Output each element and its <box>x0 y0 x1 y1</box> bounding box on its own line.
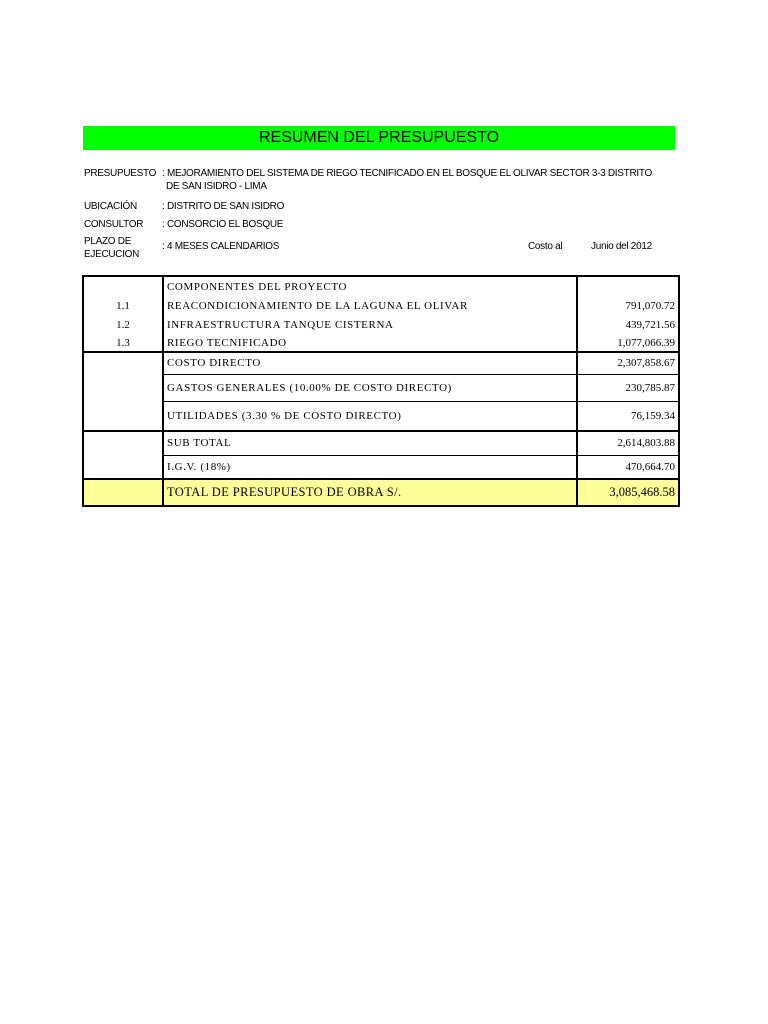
item-number: 1.3 <box>83 334 163 352</box>
budget-summary-table <box>82 275 680 507</box>
table-row-sub-total <box>83 431 679 455</box>
sub-total-amount: 2,614,803.88 <box>577 431 679 455</box>
consultor-value: : CONSORCIO EL BOSQUE <box>162 219 284 230</box>
table-row <box>83 334 679 352</box>
utilidades-amount: 76,159.34 <box>577 401 679 431</box>
costo-value: Junio del 2012 <box>591 241 652 252</box>
ubicacion-value: : DISTRITO DE SAN ISIDRO <box>162 201 285 212</box>
plazo-label-line2: EJECUCION <box>84 249 140 260</box>
igv-label: I.G.V. (18%) <box>163 455 577 479</box>
table-row-gastos-generales <box>83 374 679 401</box>
sub-total-label: SUB TOTAL <box>163 431 577 455</box>
item-description: REACONDICIONAMIENTO DE LA LAGUNA EL OLIVAR <box>167 300 468 312</box>
igv-amount: 470,664.70 <box>577 455 679 479</box>
plazo-value: : 4 MESES CALENDARIOS <box>162 241 280 252</box>
item-amount: 791,070.72 <box>577 296 679 316</box>
consultor-label: CONSULTOR <box>84 219 144 230</box>
total-label: TOTAL DE PRESUPUESTO DE OBRA S/. <box>163 479 577 506</box>
utilidades-label: UTILIDADES (3.30 % DE COSTO DIRECTO) <box>163 401 577 431</box>
table-row <box>83 296 679 316</box>
table-row-total <box>83 479 679 506</box>
table-row-components-header <box>83 276 679 296</box>
table-row-igv <box>83 455 679 479</box>
gastos-generales-label: GASTOS GENERALES (10.00% DE COSTO DIRECTO) <box>163 374 577 401</box>
item-description: RIEGO TECNIFICADO <box>167 336 287 349</box>
gastos-generales-amount: 230,785.87 <box>577 374 679 401</box>
table-row <box>83 316 679 334</box>
table-row-utilidades <box>83 401 679 431</box>
presupuesto-value-line2: DE SAN ISIDRO - LIMA <box>166 181 267 192</box>
page-title: RESUMEN DEL PRESUPUESTO <box>83 126 675 150</box>
item-number: 1.1 <box>83 296 163 316</box>
table-row-costo-directo <box>83 352 679 374</box>
item-description: INFRAESTRUCTURA TANQUE CISTERNA <box>167 319 394 331</box>
presupuesto-value-line1: : MEJORAMIENTO DEL SISTEMA DE RIEGO TECNIFICADO EN EL BOSQUE EL OLIVAR SECTOR 3-3 DISTRITO <box>162 168 652 179</box>
ubicacion-label: UBICACIÓN <box>84 201 137 212</box>
item-number: 1.2 <box>83 316 163 334</box>
components-header: COMPONENTES DEL PROYECTO <box>163 276 577 296</box>
item-amount: 1,077,066.39 <box>577 334 679 352</box>
costo-directo-label: COSTO DIRECTO <box>163 352 577 374</box>
total-amount: 3,085,468.58 <box>577 479 679 506</box>
plazo-label-line1: PLAZO DE <box>84 236 132 247</box>
costo-label: Costo al <box>528 241 563 252</box>
costo-directo-amount: 2,307,858.67 <box>577 352 679 374</box>
item-amount: 439,721.56 <box>577 316 679 334</box>
presupuesto-label: PRESUPUESTO <box>84 168 157 179</box>
